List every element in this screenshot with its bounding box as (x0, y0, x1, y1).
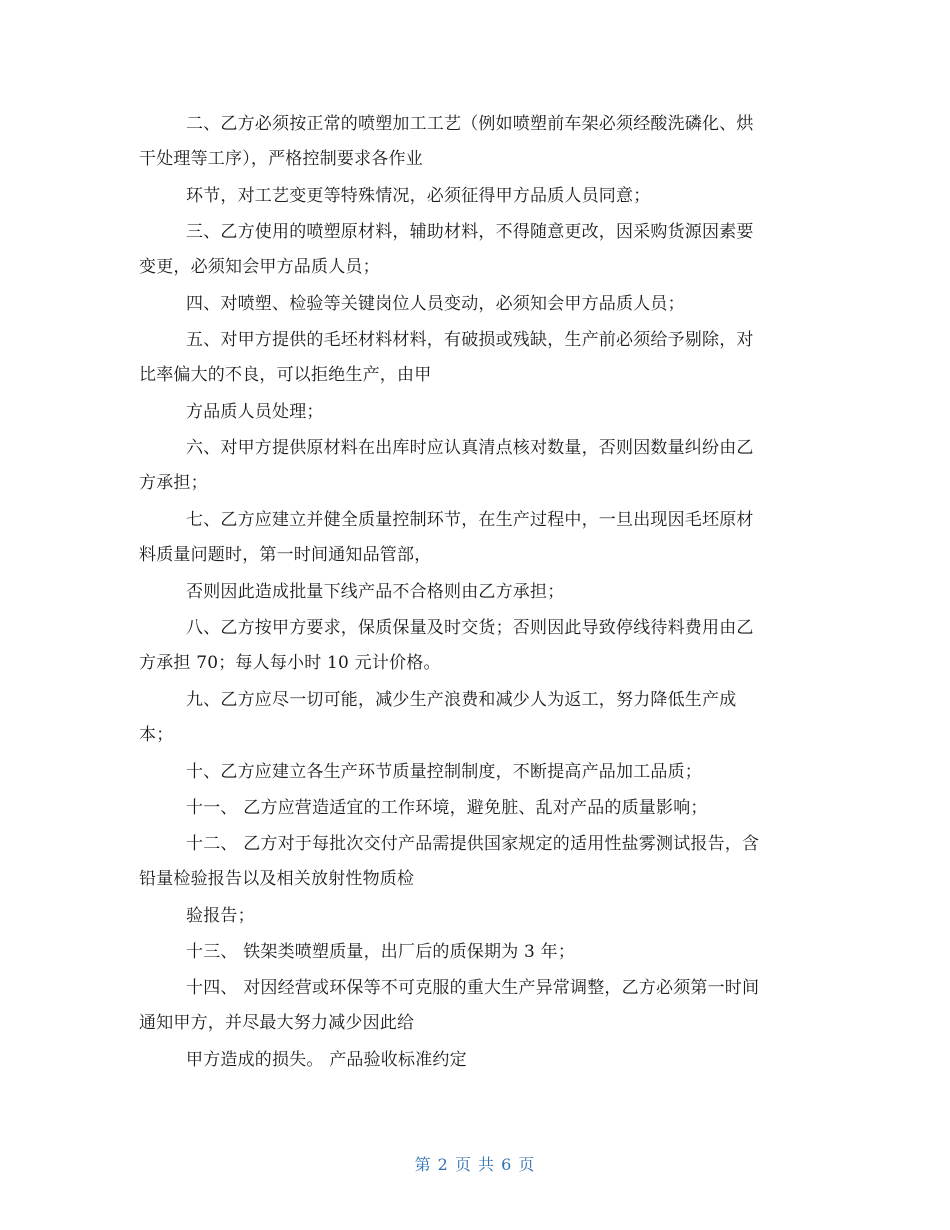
text-line: 验报告； (186, 906, 255, 926)
text-line: 十三、 铁架类喷塑质量，出厂后的质保期为 3 年； (186, 942, 576, 962)
text-line: 十、乙方应建立各生产环节质量控制制度，不断提高产品加工品质； (186, 762, 702, 782)
text-line: 变更，必须知会甲方品质人员； (139, 257, 380, 277)
text-line: 料质量问题时，第一时间通知品管部， (139, 545, 432, 565)
text-line: 干处理等工序），严格控制要求各作业 (139, 149, 423, 169)
text-line: 通知甲方，并尽最大努力减少因此给 (139, 1013, 415, 1033)
text-line: 铅量检验报告以及相关放射性物质检 (139, 869, 415, 889)
text-line: 七、乙方应建立并健全质量控制环节，在生产过程中，一旦出现因毛坯原材 (186, 510, 754, 530)
text-line: 比率偏大的不良，可以拒绝生产，由甲 (139, 365, 432, 385)
text-line: 五、对甲方提供的毛坯材料材料，有破损或残缺，生产前必须给予剔除，对 (186, 330, 754, 350)
text-line: 环节，对工艺变更等特殊情况，必须征得甲方品质人员同意； (186, 186, 651, 206)
text-line: 否则因此造成批量下线产品不合格则由乙方承担； (186, 582, 565, 602)
text-line: 四、对喷塑、检验等关键岗位人员变动，必须知会甲方品质人员； (186, 294, 685, 314)
text-line: 方承担 70；每人每小时 10 元计价格。 (139, 653, 441, 673)
text-line: 十一、 乙方应营造适宜的工作环境，避免脏、乱对产品的质量影响； (186, 798, 708, 818)
text-line: 三、乙方使用的喷塑原材料，辅助材料，不得随意更改，因采购货源因素要 (186, 222, 754, 242)
text-line: 八、乙方按甲方要求，保质保量及时交货；否则因此导致停线待料费用由乙 (186, 618, 754, 638)
text-line: 甲方造成的损失。 产品验收标准约定 (186, 1050, 467, 1070)
text-line: 二、乙方必须按正常的喷塑加工工艺（例如喷塑前车架必须经酸洗磷化、烘 (186, 114, 754, 134)
text-line: 六、对甲方提供原材料在出库时应认真清点核对数量，否则因数量纠纷由乙 (186, 438, 754, 458)
text-line: 十二、 乙方对于每批次交付产品需提供国家规定的适用性盐雾测试报告，含 (186, 834, 760, 854)
text-line: 本； (139, 725, 174, 745)
text-line: 九、乙方应尽一切可能，减少生产浪费和减少人为返工，努力降低生产成 (186, 690, 737, 710)
page-number-footer: 第 2 页 共 6 页 (414, 1155, 536, 1174)
text-line: 方品质人员处理； (186, 402, 324, 422)
text-line: 方承担； (139, 473, 208, 493)
text-line: 十四、 对因经营或环保等不可克服的重大生产异常调整，乙方必须第一时间 (186, 978, 760, 998)
